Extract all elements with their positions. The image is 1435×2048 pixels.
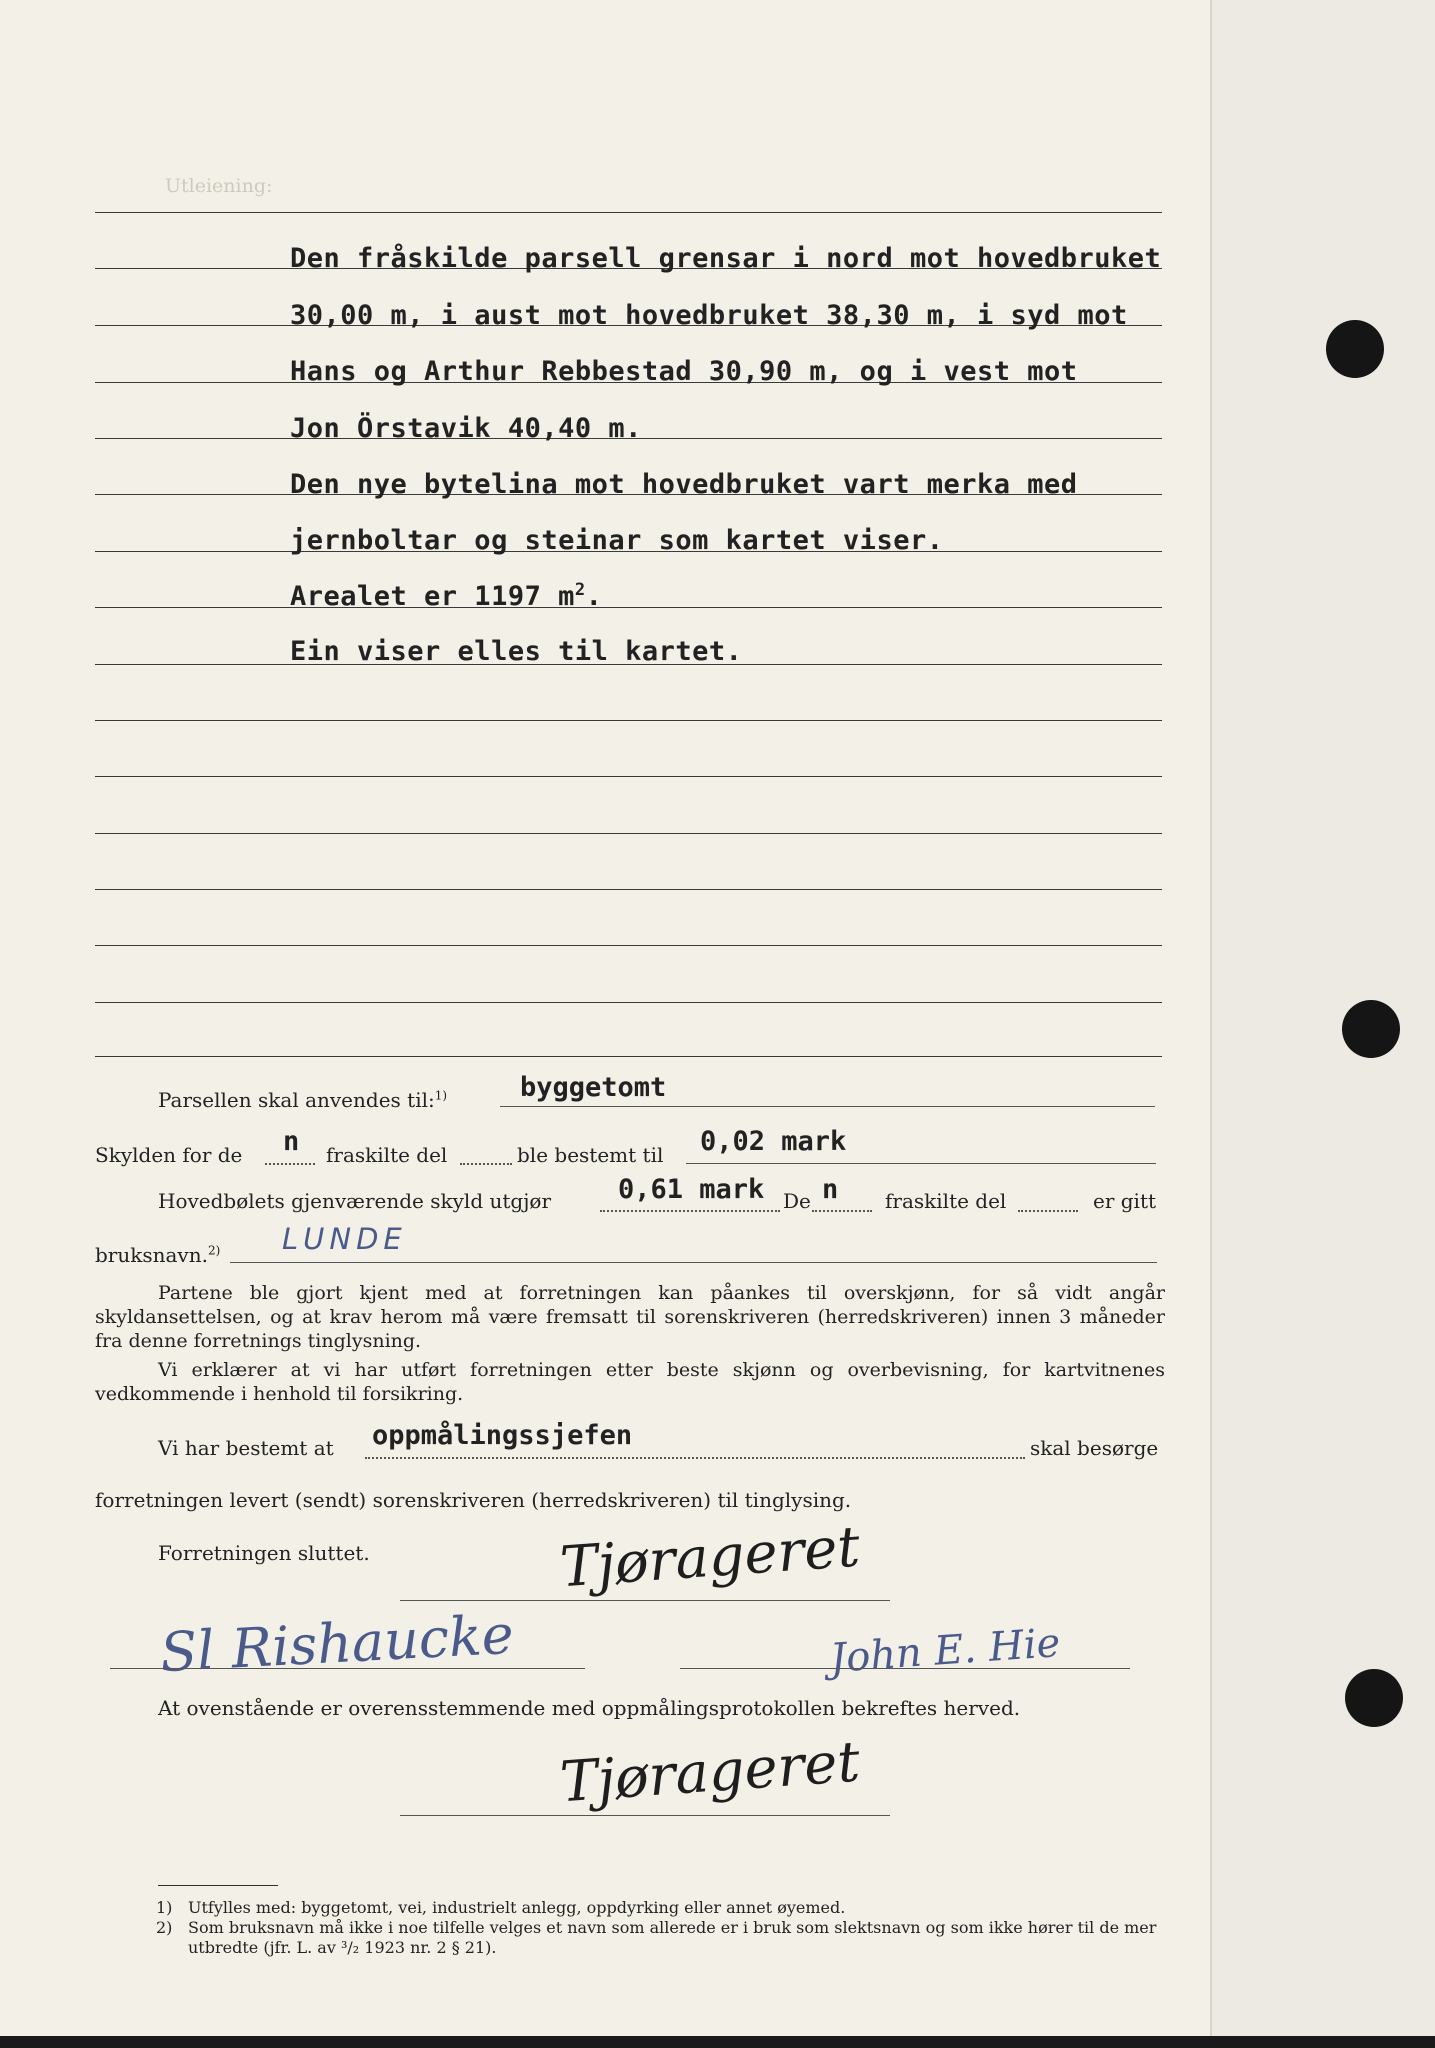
signature-line (400, 1815, 890, 1816)
appeal-paragraph-text: Partene ble gjort kjent med at forretningen kan påankes til overskjønn, for så vidt angår skyldansettelsen, og at krav herom må være fremsatt til sorenskriveren (herredskriveren) innen 3 måneder fra denne forretnings tinglysning. (95, 1282, 1165, 1352)
hoved-label-mid: fraskilte del (885, 1189, 1007, 1213)
bruksnavn-label (95, 1243, 220, 1267)
footnote-1 (158, 1898, 1168, 1918)
bruksnavn-footnote-ref: 2) (207, 1243, 221, 1258)
description-line-6: jernboltar og steinar som kartet viser. (290, 525, 944, 556)
ruled-line (95, 889, 1162, 890)
signature-surveyor-2: Tjørageret (558, 1729, 862, 1816)
bruksnavn-label-text: bruksnavn. (95, 1243, 208, 1267)
dotted-fill (600, 1210, 780, 1212)
usage-footnote-ref: 1) (434, 1088, 448, 1103)
punch-hole-bottom (1345, 1669, 1403, 1727)
delivery-value: oppmålingssjefen (372, 1420, 633, 1451)
skyld-label-pre: Skylden for de (95, 1143, 243, 1167)
footnote-2-text: Som bruksnavn må ikke i noe tilfelle velges et navn som allerede er i bruk som slektsnavn og som ikke hører til de mer utbredte (jfr. L. av ³/₂ 1923 nr. 2 § 21). (188, 1918, 1157, 1957)
footnote-divider (158, 1885, 278, 1886)
ruled-line (95, 776, 1162, 777)
description-line-5: Den nye bytelina mot hovedbruket vart merka med (290, 469, 1078, 500)
attestation-text: At ovenstående er overensstemmende med oppmålingsprotokollen bekreftes herved. (158, 1696, 1021, 1720)
skyld-value: 0,02 mark (700, 1126, 847, 1157)
description-line-4: Jon Örstavik 40,40 m. (290, 413, 642, 444)
delivery-pre: Vi har bestemt at (158, 1436, 334, 1460)
faint-header-label: Utleiening: (165, 175, 273, 197)
hoved-label-post: er gitt (1093, 1189, 1157, 1213)
skyld-gender: n (283, 1126, 300, 1157)
signature-witness-1: Sl Rishaucke (158, 1602, 516, 1685)
hoved-gender: n (822, 1174, 839, 1205)
usage-fill-line (500, 1106, 1155, 1107)
page-edge-strip (1210, 0, 1435, 2036)
hoved-value: 0,61 mark (618, 1174, 765, 1205)
skyld-label-mid: fraskilte del (326, 1143, 448, 1167)
punch-hole-top (1326, 320, 1384, 378)
punch-hole-middle (1342, 1000, 1400, 1058)
appeal-paragraph (95, 1281, 1165, 1353)
hoved-label: Hovedbølets gjenværende skyld utgjør (158, 1189, 552, 1213)
description-line-7 (290, 580, 602, 612)
description-line-3: Hans og Arthur Rebbestad 30,90 m, og i vest mot (290, 356, 1078, 387)
area-superscript: 2 (574, 580, 586, 600)
skyld-fill-line (686, 1163, 1156, 1164)
dotted-fill (812, 1210, 872, 1212)
ruled-line (95, 1056, 1162, 1057)
area-suffix: . (585, 581, 603, 612)
footnote-2-number: 2) (156, 1918, 173, 1937)
bruksnavn-value: LUNDE (282, 1222, 407, 1256)
closing-text: Forretningen sluttet. (158, 1541, 370, 1565)
delivery-line-2: forretningen levert (sendt) sorenskriveren (herredskriveren) til tinglysing. (95, 1488, 852, 1512)
ruled-line (95, 1002, 1162, 1003)
ruled-line (95, 607, 1162, 608)
skyld-label-post: ble bestemt til (517, 1143, 664, 1167)
ruled-line (95, 720, 1162, 721)
bruksnavn-fill-line (230, 1262, 1157, 1263)
hoved-de: De (783, 1189, 811, 1213)
declaration-paragraph-text: Vi erklærer at vi har utført forretningen etter beste skjønn og overbevisning, for kartvitnenes vedkommende i henhold til forsikring. (95, 1359, 1165, 1405)
signature-line (400, 1600, 890, 1601)
delivery-post: skal besørge (1030, 1436, 1159, 1460)
usage-value: byggetomt (520, 1072, 667, 1103)
dotted-fill (1018, 1210, 1078, 1212)
footnote-2 (158, 1918, 1168, 1958)
ruled-line (95, 945, 1162, 946)
footnote-1-number: 1) (156, 1898, 173, 1917)
declaration-paragraph (95, 1358, 1165, 1406)
dotted-fill (460, 1163, 512, 1165)
area-text: Arealet er 1197 m (290, 581, 575, 612)
usage-label (158, 1088, 447, 1112)
usage-label-text: Parsellen skal anvendes til: (158, 1088, 435, 1112)
description-line-1: Den fråskilde parsell grensar i nord mot hovedbruket (290, 243, 1162, 274)
description-line-8: Ein viser elles til kartet. (290, 636, 743, 667)
signature-line (110, 1668, 585, 1669)
footnote-1-text: Utfylles med: byggetomt, vei, industrielt anlegg, oppdyrking eller annet øyemed. (188, 1898, 846, 1917)
dotted-fill (365, 1457, 1025, 1459)
signature-line (680, 1668, 1130, 1669)
ruled-line (95, 212, 1162, 213)
description-line-2: 30,00 m, i aust mot hovedbruket 38,30 m, i syd mot (290, 300, 1128, 331)
ruled-line (95, 833, 1162, 834)
signature-witness-2: John E. Hie (828, 1620, 1062, 1682)
signature-surveyor-1: Tjørageret (558, 1514, 862, 1601)
dotted-fill (265, 1163, 315, 1165)
